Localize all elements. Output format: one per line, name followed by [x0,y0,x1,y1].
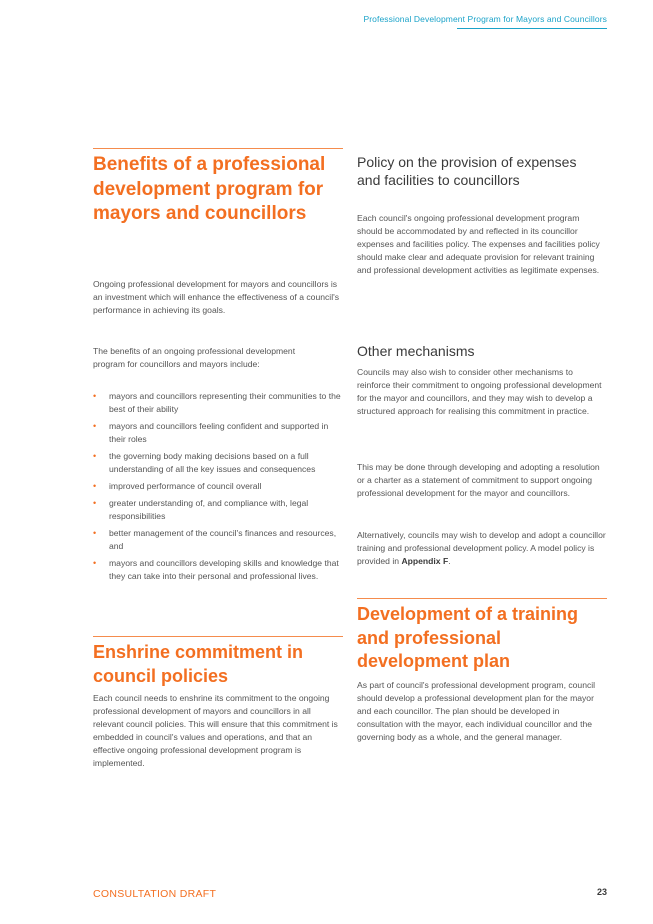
other-mechanisms-heading: Other mechanisms [357,343,475,359]
benefits-list [93,390,343,587]
header-rule [457,28,607,29]
list-item: • the governing body making decisions based on a full understanding of all the key issues and consequences [93,451,316,474]
running-header: Professional Development Program for Mayors and Councillors [363,14,607,24]
list-item: • improved performance of council overall [93,481,262,491]
benefits-intro: Ongoing professional development for mayors and councillors is an investment which will enhance the effectiveness of a council's performance in achieving its goals. [93,279,340,315]
training-plan-body: As part of council's professional development program, council should develop a professional development plan for the mayor and each councillor. The plan should be developed in consultation with the mayor, each individual councillor and the governing body as a whole, and the general manager. [357,680,596,742]
list-item: • greater understanding of, and compliance with, legal responsibilities [93,498,309,521]
training-plan-heading: Development of a training and professional development plan [357,604,579,671]
list-item: • mayors and councillors representing their communities to the best of their ability [93,391,341,414]
enshrine-body: Each council needs to enshrine its commitment to the ongoing professional development of mayors and councillors in all relevant council policies. This will ensure that this commitment is embedded in council's values and operations, and that an effective ongoing professional development program is implemented. [93,693,338,768]
appendix-f-link[interactable]: Appendix F [401,556,449,566]
benefits-lead: The benefits of an ongoing professional development program for councillors and mayors include: [93,346,296,369]
policy-heading: Policy on the provision of expenses and facilities to councillors [357,154,577,188]
enshrine-heading: Enshrine commitment in council policies [93,642,304,686]
policy-body: Each council's ongoing professional development program should be accommodated by and reflected in its councillor expenses and facilities policy. The expenses and facilities policy should make clear and adequate provision for relevant training and professional development activities as legitimate expenses. [357,213,600,275]
section-rule [93,148,343,149]
benefits-heading: Benefits of a professional development program for mayors and councillors [93,154,326,224]
section-rule [93,636,343,637]
list-item: • mayors and councillors feeling confident and supported in their roles [93,421,329,444]
list-item: • mayors and councillors developing skills and knowledge that they can take into their personal and professional lives. [93,558,339,581]
list-item: • better management of the council's finances and resources, and [93,528,337,551]
page-number: 23 [596,887,607,897]
consultation-draft-label: CONSULTATION DRAFT [93,888,217,900]
other-mechanisms-p1: Councils may also wish to consider other mechanisms to reinforce their commitment to ongoing professional development for the mayor and councillors, and they may wish to develop a structured approach for realising this commitment in practice. [357,367,602,416]
other-mechanisms-p3: Alternatively, councils may wish to develop and adopt a councillor training and professional development policy. A model policy is provided in Appendix F. [357,530,606,566]
section-rule [357,598,607,599]
other-mechanisms-p2: This may be done through developing and adopting a resolution or a charter as a statement of commitment to support ongoing professional development for the mayor and councillors. [357,462,600,498]
